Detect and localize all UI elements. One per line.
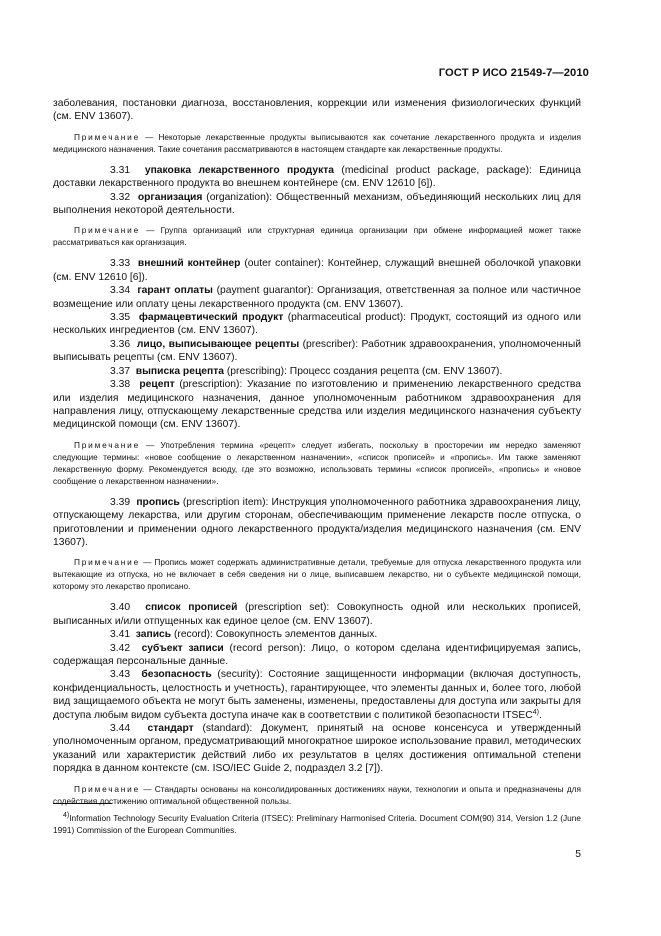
note-text: — Пропись может содержать административные детали, требуемые для отпуска лекарственного продукта или вытекающие из отпуска, но не включает в себя сведения ни о лице, выписавшем лекарство, ни о субъекте медицинской помощи, которому это лекарство прописано. (53, 557, 581, 592)
term-3-34: 3.34 гарант оплаты (payment guarantor): Организация, ответственная за полное или частичное возмещение или оплату цены лекарственного продукта (см. ENV 13607). (53, 285, 581, 310)
term-name: стандарт (147, 723, 194, 734)
term-3-31: 3.31 упаковка лекарственного продукта (medicinal product package, package): Единица доставки лекарственного продукта во внешнем контейнере (см. ENV 12610 [6]). (53, 164, 581, 190)
note-1 (53, 131, 581, 155)
term-name: лицо, выписывающее рецепты (136, 338, 300, 350)
term-3-36: 3.36 лицо, выписывающее рецепты (prescriber): Работник здравоохранения, уполномоченный выписывать рецепты (см. ENV 13607). (53, 338, 581, 364)
term-3-44: 3.44 стандарт (standard): Документ, принятый на основе консенсуса и утвержденный уполномоченным органом, предусматривающий многократное широкое использование правил, методических указаний или характеристик действий либо их результатов в целях достижения оптимальной степени порядка в данном контексте (см. ISO/IEC Guide 2, подраздел 3.2 [7]). (53, 723, 581, 775)
note-text: — Употребления термина «рецепт» следует избегать, поскольку в просторечии им нередко заменяют следующие термины: «новое сообщение о лекарственном назначении», «список прописей» и «пропись». Им также заменяют лекарственную форму. Рекомендуется всюду, где это возможно, использовать термины «список прописей», «пропись» и «новое сообщение о лекарственном назначении». (53, 439, 581, 486)
term-name: запись (135, 629, 172, 641)
term-3-42: 3.42 субъект записи (record person): Лицо, о котором сделана идентифицируемая запись, содержащая персональные данные. (53, 642, 581, 667)
term-3-41: 3.41 запись (record): Совокупность элементов данных. (110, 629, 378, 641)
note-label: Примечание (74, 439, 141, 450)
term-name: безопасность (141, 669, 212, 681)
footnote-mark: 4) (63, 812, 70, 819)
footnote-ref: 4) (532, 708, 539, 716)
standard-header: ГОСТ Р ИСО 21549-7—2010 (438, 67, 589, 79)
continued-paragraph: заболевания, постановки диагноза, восстановления, коррекции или изменения физиологических функций (см. ENV 13607). (53, 98, 581, 123)
note-text: — Стандарты основаны на консолидированных достижениях науки, технологии и опыта и предназначены для содействия достижению оптимальной общественной пользы. (53, 783, 581, 806)
term-3-43: 3.43 безопасность (security): Состояние защищенности информации (включая доступность, конфиденциальность, целостность и учетность), гарантирующее, что элементы данных и, более того, любой вид защищаемого объекта не могут быть заменены, изменены, предоставлены для доступа или закрыты для доступа любым видом субъекта доступа иначе как в соответствии с политикой безопасности ITSEC$^{4)}$. (53, 669, 581, 721)
footnote-text: Information Technology Security Evaluation Criteria (ITSEC): Preliminary Harmonised Criteria. Document COM(90) 314, Version 1.2 (June 1991) Commission of the European Communities. (53, 813, 581, 835)
term-name: пропись (136, 496, 180, 508)
term-name: внешний контейнер (137, 258, 241, 270)
note-5 (53, 783, 581, 807)
page-content (53, 97, 581, 816)
note-label: Примечание (74, 557, 141, 568)
term-name: организация (137, 191, 203, 203)
term-3-37: 3.37 выписка рецепта (prescribing): Процесс создания рецепта (см. ENV 13607). (110, 365, 503, 377)
term-name: выписка рецепта (135, 365, 224, 377)
term-name: рецепт (139, 379, 175, 391)
footnote (53, 812, 581, 836)
footnote-divider (53, 803, 112, 804)
term-name: фармацевтический продукт (138, 312, 284, 324)
note-2 (53, 224, 581, 248)
term-3-32: 3.32 организация (organization): Общественный механизм, объединяющий нескольких лиц для выполнения некоторой деятельности. (53, 191, 581, 217)
term-name: список прописей (145, 602, 238, 614)
note-label: Примечание (74, 225, 141, 236)
term-name: субъект записи (141, 642, 224, 654)
term-name: упаковка лекарственного продукта (144, 164, 334, 176)
note-text: — Группа организаций или структурная единица организации при обмене информацией может также рассматриваться как организация. (53, 225, 581, 248)
term-3-39: 3.39 пропись (prescription item): Инструкция уполномоченного работника здравоохранения лицу, отпускающему лекарства, или другим сторонам, обеспечивающим применение лекарств после отпуска, о приготовлении и применении одного лекарственного продукта/изделия медицинского назначения (см. ENV 13607). (53, 496, 581, 548)
term-3-40: 3.40 список прописей (prescription set): Совокупность одной или нескольких прописей, выписанных и/или отпущенных как единое целое (см. ENV 13607). (53, 602, 581, 627)
note-label: Примечание (74, 783, 141, 794)
note-text: — Некоторые лекарственные продукты выписываются как сочетание лекарственного продукта и изделия медицинского назначения. Такие сочетания рассматриваются в настоящем стандарте как лекарственные продукты. (53, 131, 581, 154)
term-name: гарант оплаты (137, 285, 213, 297)
term-3-33: 3.33 внешний контейнер (outer container): Контейнер, служащий внешней оболочкой упаковки (см. ENV 12610 [6]). (53, 258, 581, 283)
term-3-38: 3.38 рецепт (prescription): Указание по изготовлению и применению лекарственного средства или изделия медицинского назначения, данное уполномоченным работником здравоохранения для направления лицу, отпускающему лекарственные средства или изделия медицинского назначения субъекту медицинской помощи (см. ENV 13607). (53, 379, 581, 431)
term-3-35: 3.35 фармацевтический продукт (pharmaceutical product): Продукт, состоящий из одного или нескольких ингредиентов (см. ENV 13607). (53, 312, 581, 337)
page-number: 5 (575, 849, 581, 860)
note-3 (53, 439, 581, 487)
note-4 (53, 556, 581, 592)
note-label: Примечание (74, 131, 141, 142)
